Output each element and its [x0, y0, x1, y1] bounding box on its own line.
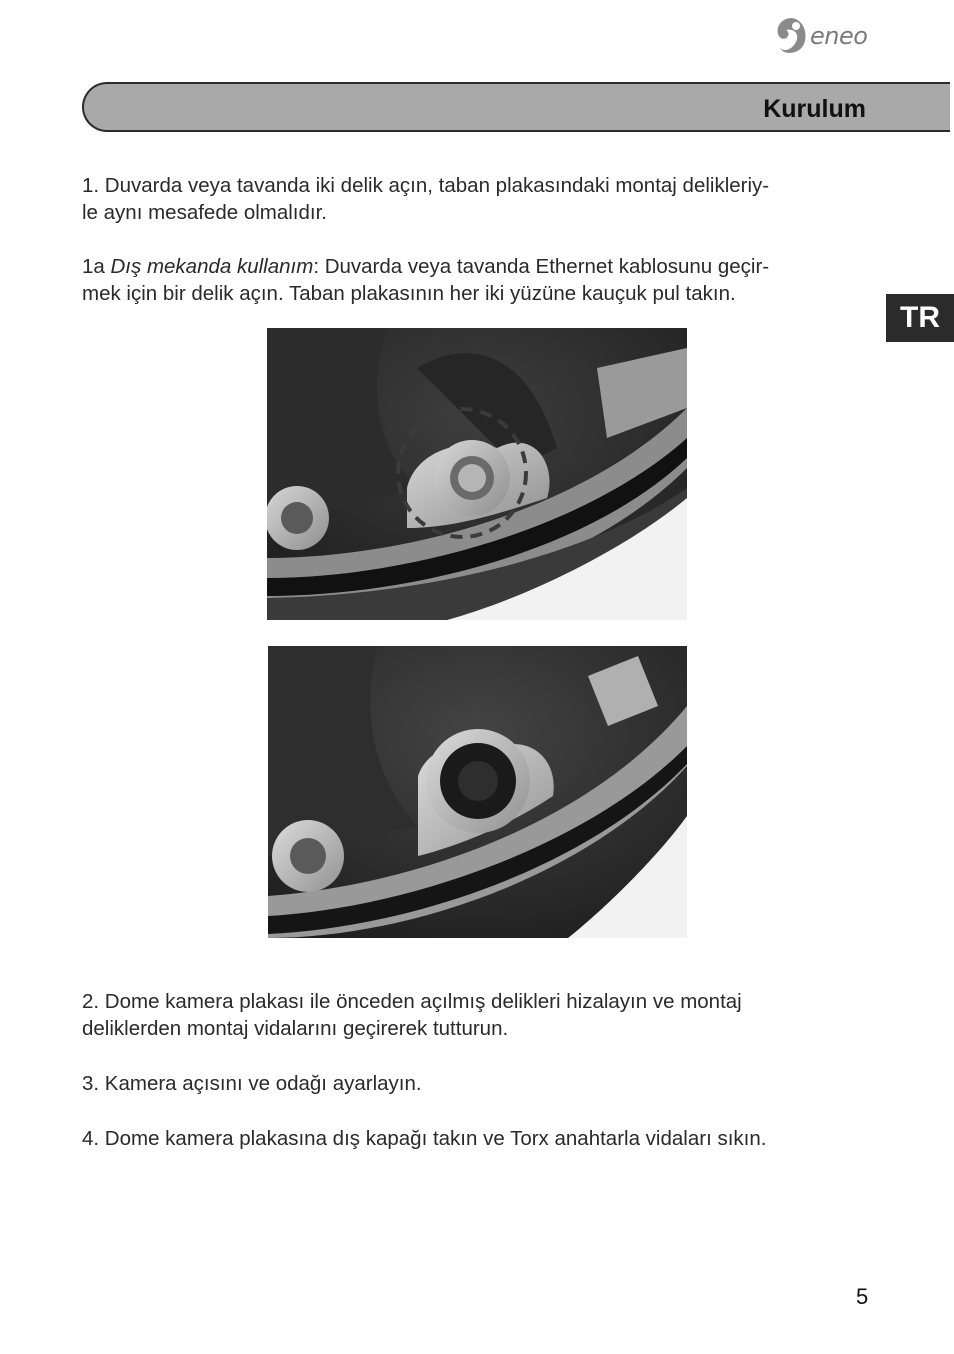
step-1a-line-2: mek için bir delik açın. Taban plakasının her iki yüzüne kauçuk pul takın. [82, 282, 736, 305]
step-1a-italic-term: Dış mekanda kullanım [110, 255, 314, 278]
step-4-text [82, 1125, 882, 1152]
language-tab: TR [886, 294, 954, 342]
step-2-text [82, 988, 882, 1042]
step-4-line-1: 4. Dome kamera plakasına dış kapağı takın ve Torx anahtarla vidaları sıkın. [82, 1127, 767, 1150]
section-title: Kurulum [763, 95, 866, 123]
step-3-text [82, 1070, 882, 1097]
step-1-text [82, 172, 882, 226]
swirl-logo-icon [774, 16, 810, 56]
step-2-line-2: deliklerden montaj vidalarını geçirerek tutturun. [82, 1017, 509, 1040]
page-number: 5 [856, 1284, 869, 1309]
step-1a-text [82, 253, 882, 307]
step-3-line-1: 3. Kamera açısını ve odağı ayarlayın. [82, 1072, 422, 1095]
step-1a-prefix: 1a [82, 255, 111, 278]
step-1-line-1: 1. Duvarda veya tavanda iki delik açın, taban plakasındaki montaj delikleriy- [82, 174, 770, 197]
step-1a-line-1 [82, 253, 882, 280]
section-header [82, 82, 950, 132]
step-2-line-1: 2. Dome kamera plakası ile önceden açılmış delikleri hizalayın ve montaj [82, 990, 742, 1013]
logo-text: eneo [810, 22, 868, 50]
brand-logo [774, 16, 884, 58]
step-1a-line-1-rest: : Duvarda veya tavanda Ethernet kablosunu geçir- [313, 255, 770, 278]
rubber-washer-photo [268, 646, 687, 938]
mounting-hole-photo [267, 328, 687, 620]
step-1-line-2: le aynı mesafede olmalıdır. [82, 201, 327, 224]
